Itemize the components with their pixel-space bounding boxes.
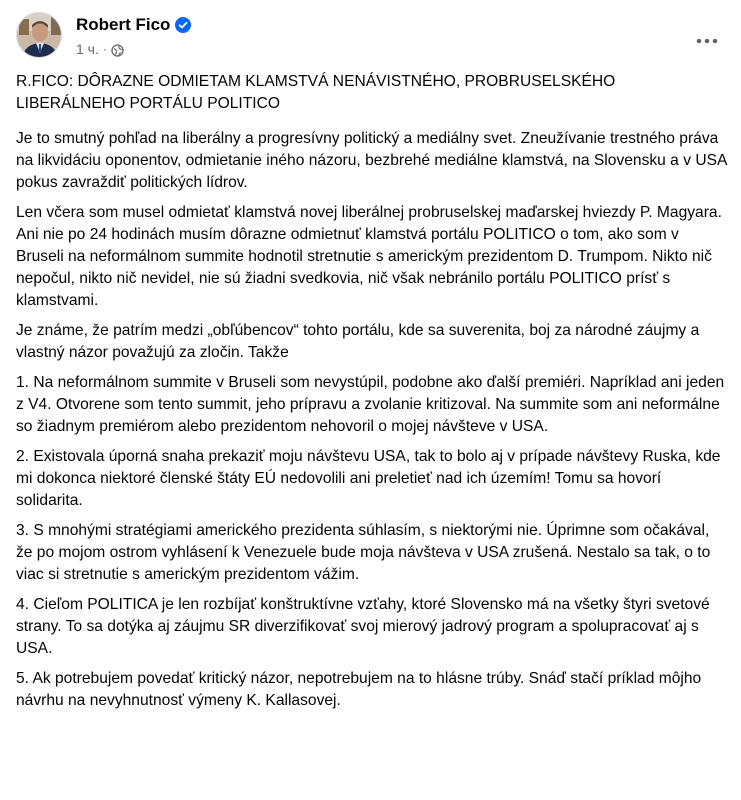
post-paragraph: Je to smutný pohľad na liberálny a progresívny politický a mediálny svet. Zneužívanie trestného práva na likvidáciu oponentov, odmietanie iného názoru, bezbrehé mediálne klamstvá, na Slovensku a v USA pokus zavraždiť politických lídrov. xyxy=(16,130,727,191)
post-timestamp[interactable]: 1 ч. xyxy=(76,41,99,57)
author-name[interactable]: Robert Fico xyxy=(76,15,171,34)
profile-photo xyxy=(17,13,62,58)
post-paragraph: Je známe, že patrím medzi „obľúbencov“ tohto portálu, kde sa suverenita, boj za národné záujmy a vlastný názor považujú za zločin. Takže xyxy=(16,322,700,361)
post-paragraph-point-4: 4. Cieľom POLITICA je len rozbíjať konštruktívne vzťahy, ktoré Slovensko má na všetky štyri svetové strany. To sa dotýka aj záujmu SR diverzifikovať svoj mierový jadrový program a spolupracovať aj s USA. xyxy=(16,596,710,657)
post-paragraph-point-5: 5. Ak potrebujem povedať kritický názor, nepotrebujem na to hlásne trúby. Snáď stačí príklad môjho návrhu na nevyhnutnosť výmeny K. Kallasovej. xyxy=(16,670,702,709)
author-name-row xyxy=(76,15,191,35)
meta-separator: · xyxy=(102,42,107,56)
post-meta xyxy=(76,40,124,58)
more-options-icon xyxy=(696,31,718,37)
post-paragraph-point-3: 3. S mnohými stratégiami amerického prezidenta súhlasím, s niektorými nie. Úprimne som očakával, že po mojom ostrom vyhlásení k Venezuele bude moja návšteva v USA zrušená. Nestalo sa tak, o to viac si stretnutie s americkým prezidentom vážim. xyxy=(16,522,711,583)
post-paragraph: Len včera som musel odmietať klamstvá novej liberálnej probruselskej maďarskej hviezdy P. Magyara. Ani nie po 24 hodinách musím dôrazne odmietnuť klamstvá portálu POLITICO o tom, ako som v Bruseli na neformálnom summite hodnotil stretnutie s americkým prezidentom D. Trumpom. Nikto nič nepočul, nikto nič nevidel, nie sú žiadni svedkovia, nič však nebránilo portálu POLITICO prísť s klamstvami. xyxy=(16,204,722,309)
post-header xyxy=(16,12,725,60)
globe-icon[interactable] xyxy=(111,43,124,56)
post-text xyxy=(16,71,728,720)
verified-badge-icon xyxy=(175,17,191,33)
post-paragraph-point-1: 1. Na neformálnom summite v Bruseli som nevystúpil, podobne ako ďalší premiéri. Napríklad ani jeden z V4. Otvorene som tento summit, jeho prípravu a zvolanie kritizoval. Na summite som ani neformálne so žiadnym premiérom alebo prezidentom nehovoril o mojej návšteve v USA. xyxy=(16,374,725,435)
more-options-button[interactable] xyxy=(693,20,721,48)
post-title: R.FICO: DÔRAZNE ODMIETAM KLAMSTVÁ NENÁVISTNÉHO, PROBRUSELSKÉHO LIBERÁLNEHO PORTÁLU POLITICO xyxy=(16,73,616,112)
post-paragraph-point-2: 2. Existovala úporná snaha prekaziť moju návštevu USA, tak to bolo aj v prípade návštevy Ruska, kde mi dokonca niektoré členské štáty EÚ nedovolili ani preletieť nad ich územím! Tomu sa hovorí solidarita. xyxy=(16,448,721,509)
author-avatar[interactable] xyxy=(16,12,62,58)
